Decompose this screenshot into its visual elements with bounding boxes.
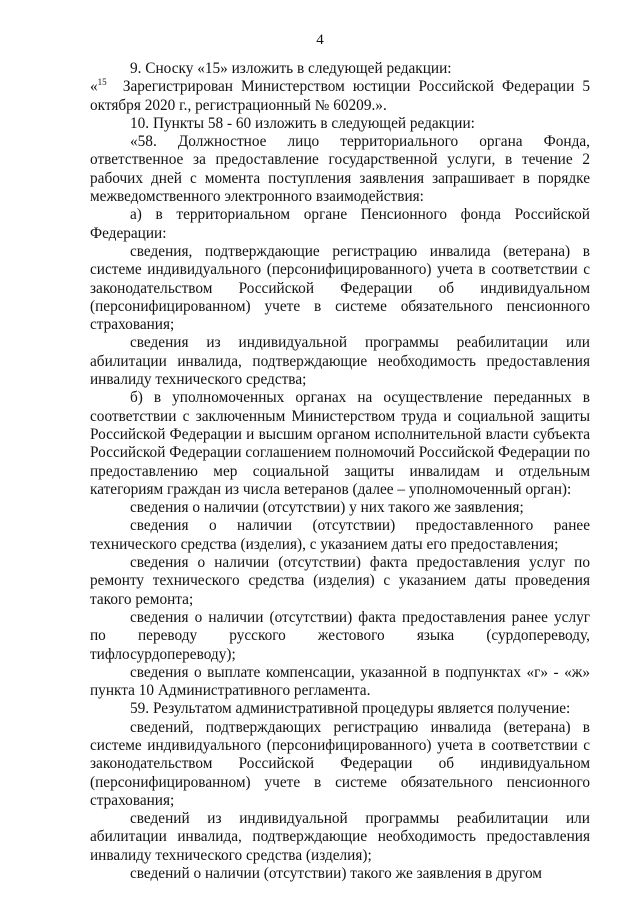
page-number: 4 (316, 32, 324, 48)
footnote-text: Зарегистрирован Министерством юстиции Российской Федерации 5 октября 2020 г., регистрационный № 60209.». (90, 78, 590, 114)
footnote-marker: 15 (97, 77, 107, 88)
opening-quote: « (90, 78, 98, 96)
paragraph: а) в территориальном органе Пенсионного фонда Российской Федерации: (90, 206, 590, 242)
paragraph: сведений из индивидуальной программы реабилитации или абилитации инвалида, подтверждающие необходимость предоставления инвалиду технического средства (изделия); (90, 810, 590, 864)
paragraph: сведения из индивидуальной программы реабилитации или абилитации инвалида, подтверждающие необходимость предоставления инвалиду технического средства; (90, 334, 590, 389)
paragraph: сведения о выплате компенсации, указанной в подпунктах «г» - «ж» пункта 10 Административного регламента. (90, 663, 590, 700)
paragraph: 9. Сноску «15» изложить в следующей редакции: (130, 60, 452, 77)
paragraph: сведения, подтверждающие регистрацию инвалида (ветерана) в системе индивидуального (персонифицированного) учета в соответствии с законодательством Российской Федерации об индивидуальном (персонифицированном) учете в системе обязательного пенсионного страхования; (90, 242, 590, 334)
footnote-paragraph (90, 78, 590, 115)
paragraph: сведений о наличии (отсутствии) такого же заявления в другом (130, 865, 542, 883)
paragraph: «58. Должностное лицо территориального органа Фонда, ответственное за предоставление государственной услуги, в течение 2 рабочих дней с момента поступления заявления запрашивает в порядке межведомственного электронного взаимодействия: (90, 133, 590, 206)
paragraph: сведения о наличии (отсутствии) факта предоставления ранее услуг по переводу русского жестового языка (сурдопереводу, тифлосурдопереводу); (90, 608, 590, 663)
paragraph: 10. Пункты 58 - 60 изложить в следующей редакции: (130, 114, 475, 132)
paragraph: б) в уполномоченных органах на осуществление переданных в соответствии с заключенным Министерством труда и социальной защиты Российской Федерации и высшим органом исполнительной власти субъекта Российской Федерации соглашением полномочий Российской Федерации по предоставлению мер социальной защиты инвалидам и отдельным категориям граждан из числа ветеранов (далее – уполномоченный орган): (90, 389, 590, 498)
paragraph: сведения о наличии (отсутствии) факта предоставления услуг по ремонту технического средства (изделия) с указанием даты проведения такого ремонта; (90, 554, 590, 608)
paragraph: сведения о наличии (отсутствии) предоставленного ранее технического средства (изделия), с указанием даты его предоставления; (90, 517, 590, 553)
paragraph: сведения о наличии (отсутствии) у них такого же заявления; (130, 499, 524, 517)
paragraph: 59. Результатом административной процедуры является получение: (130, 700, 571, 718)
paragraph: сведений, подтверждающих регистрацию инвалида (ветерана) в системе индивидуального (персонифицированного) учета в соответствии с законодательством Российской Федерации об индивидуальном (персонифицированном) учете в системе обязательного пенсионного страхования; (90, 718, 590, 809)
document-body (90, 60, 590, 883)
